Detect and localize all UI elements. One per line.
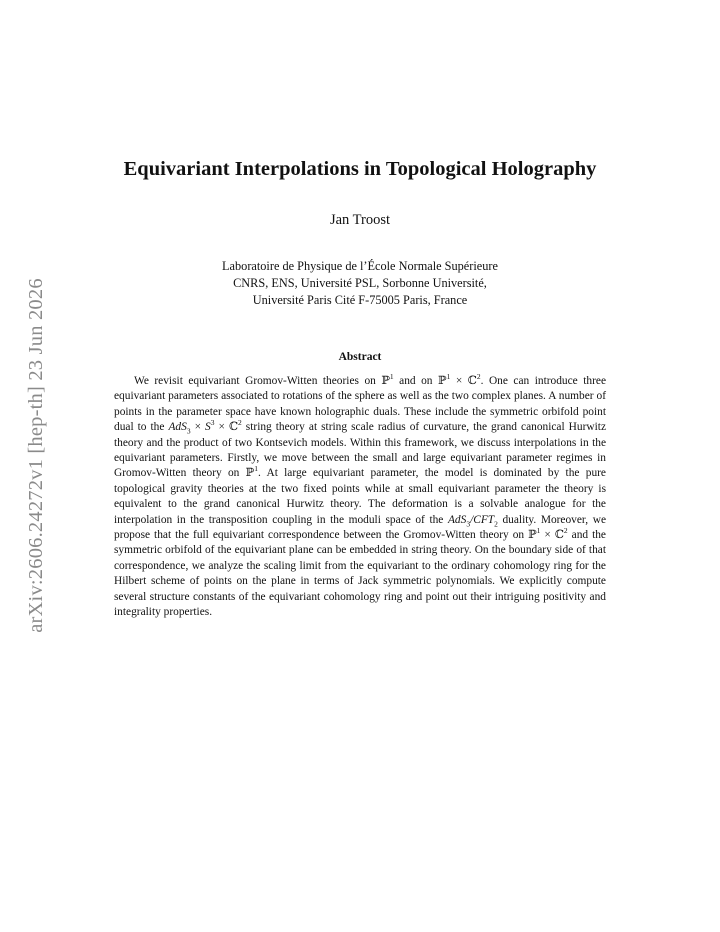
math-superscript: 2	[476, 372, 481, 382]
author-affiliation	[0, 258, 720, 309]
affiliation-line: CNRS, ENS, Université PSL, Sorbonne Université,	[233, 276, 487, 290]
math-slash: /	[470, 513, 474, 526]
math-subscript: 3	[466, 518, 471, 528]
math-ads: AdS	[168, 421, 187, 434]
abstract-text: duality. Moreover, we propose that the full equivariant correspondence between the Gromov-Witten theory on	[114, 513, 606, 542]
paper-author: Jan Troost	[329, 212, 391, 228]
math-cft: CFT	[473, 513, 495, 526]
affiliation-line: Université Paris Cité F-75005 Paris, France	[252, 293, 468, 307]
abstract-text: ×	[540, 529, 555, 542]
math-projective-space: ℙ	[528, 529, 537, 542]
arxiv-identifier-text: arXiv:2606.24272v1 [hep-th] 23 Jun 2026	[24, 277, 47, 633]
math-ads: AdS	[447, 513, 467, 526]
abstract-heading: Abstract	[338, 351, 382, 363]
math-projective-space: ℙ	[381, 375, 390, 387]
math-sphere: S	[205, 421, 211, 434]
abstract-text: and the symmetric orbifold of the equivariant plane can be embedded in string theory. On the boundary side of that correspondence, we analyze the scaling limit from the equivariant to the ordinary cohomology ring for the Hilbert scheme of points on the plane in terms of Jack symmetric polynomials. We explicitly compute several structure constants of the equivariant cohomology ring and point out their intriguing positivity and integrality properties.	[114, 529, 606, 619]
abstract-body	[114, 374, 606, 621]
abstract-text: We revisit equivariant Gromov-Witten theories on	[134, 375, 382, 387]
abstract-text: and on	[393, 375, 439, 387]
math-complex-plane: ℂ	[554, 529, 564, 542]
abstract-text: ×	[450, 375, 468, 387]
math-superscript: 1	[389, 372, 394, 382]
math-subscript: 3	[186, 426, 191, 436]
math-complex-plane: ℂ	[467, 375, 477, 387]
math-subscript: 2	[494, 518, 498, 528]
abstract-text: string theory at string scale radius of curvature, the grand canonical Hurwitz theory and the product of two Kontsevich models. Within this framework, we discuss interpolations in the equivariant parameters. Firstly, we move between the small and large equivariant parameter regimes in Gromov-Witten theory on	[114, 421, 606, 480]
math-superscript: 1	[536, 526, 541, 536]
math-superscript: 1	[254, 464, 258, 474]
abstract-text: ×	[190, 421, 206, 434]
math-superscript: 2	[563, 526, 568, 536]
math-complex-plane: ℂ	[228, 421, 239, 434]
math-superscript: 3	[210, 418, 215, 428]
affiliation-line: Laboratoire de Physique de l’École Normale Supérieure	[222, 259, 498, 273]
math-projective-space: ℙ	[438, 375, 447, 387]
abstract-text: . At large equivariant parameter, the model is dominated by the pure topological gravity theories at the two fixed points while at small equivariant parameter the theory is equivalent to the grand canonical Hurwitz theory. The deformation is a solvable analogue for the interpolation in the transposition coupling in the moduli space of the	[114, 467, 606, 526]
math-superscript: 1	[446, 372, 451, 382]
math-superscript: 2	[238, 418, 242, 428]
abstract-text: . One can introduce three equivariant parameters associated to rotations of the sphere as well as the two complex planes. A number of points in the parameter space have known holographic duals. These include the symmetric orbifold point dual to the	[114, 375, 606, 434]
math-projective-space: ℙ	[245, 467, 255, 480]
arxiv-identifier	[11, 260, 61, 650]
abstract-text: ×	[214, 421, 229, 434]
paper-title: Equivariant Interpolations in Topological Holography	[123, 158, 597, 180]
